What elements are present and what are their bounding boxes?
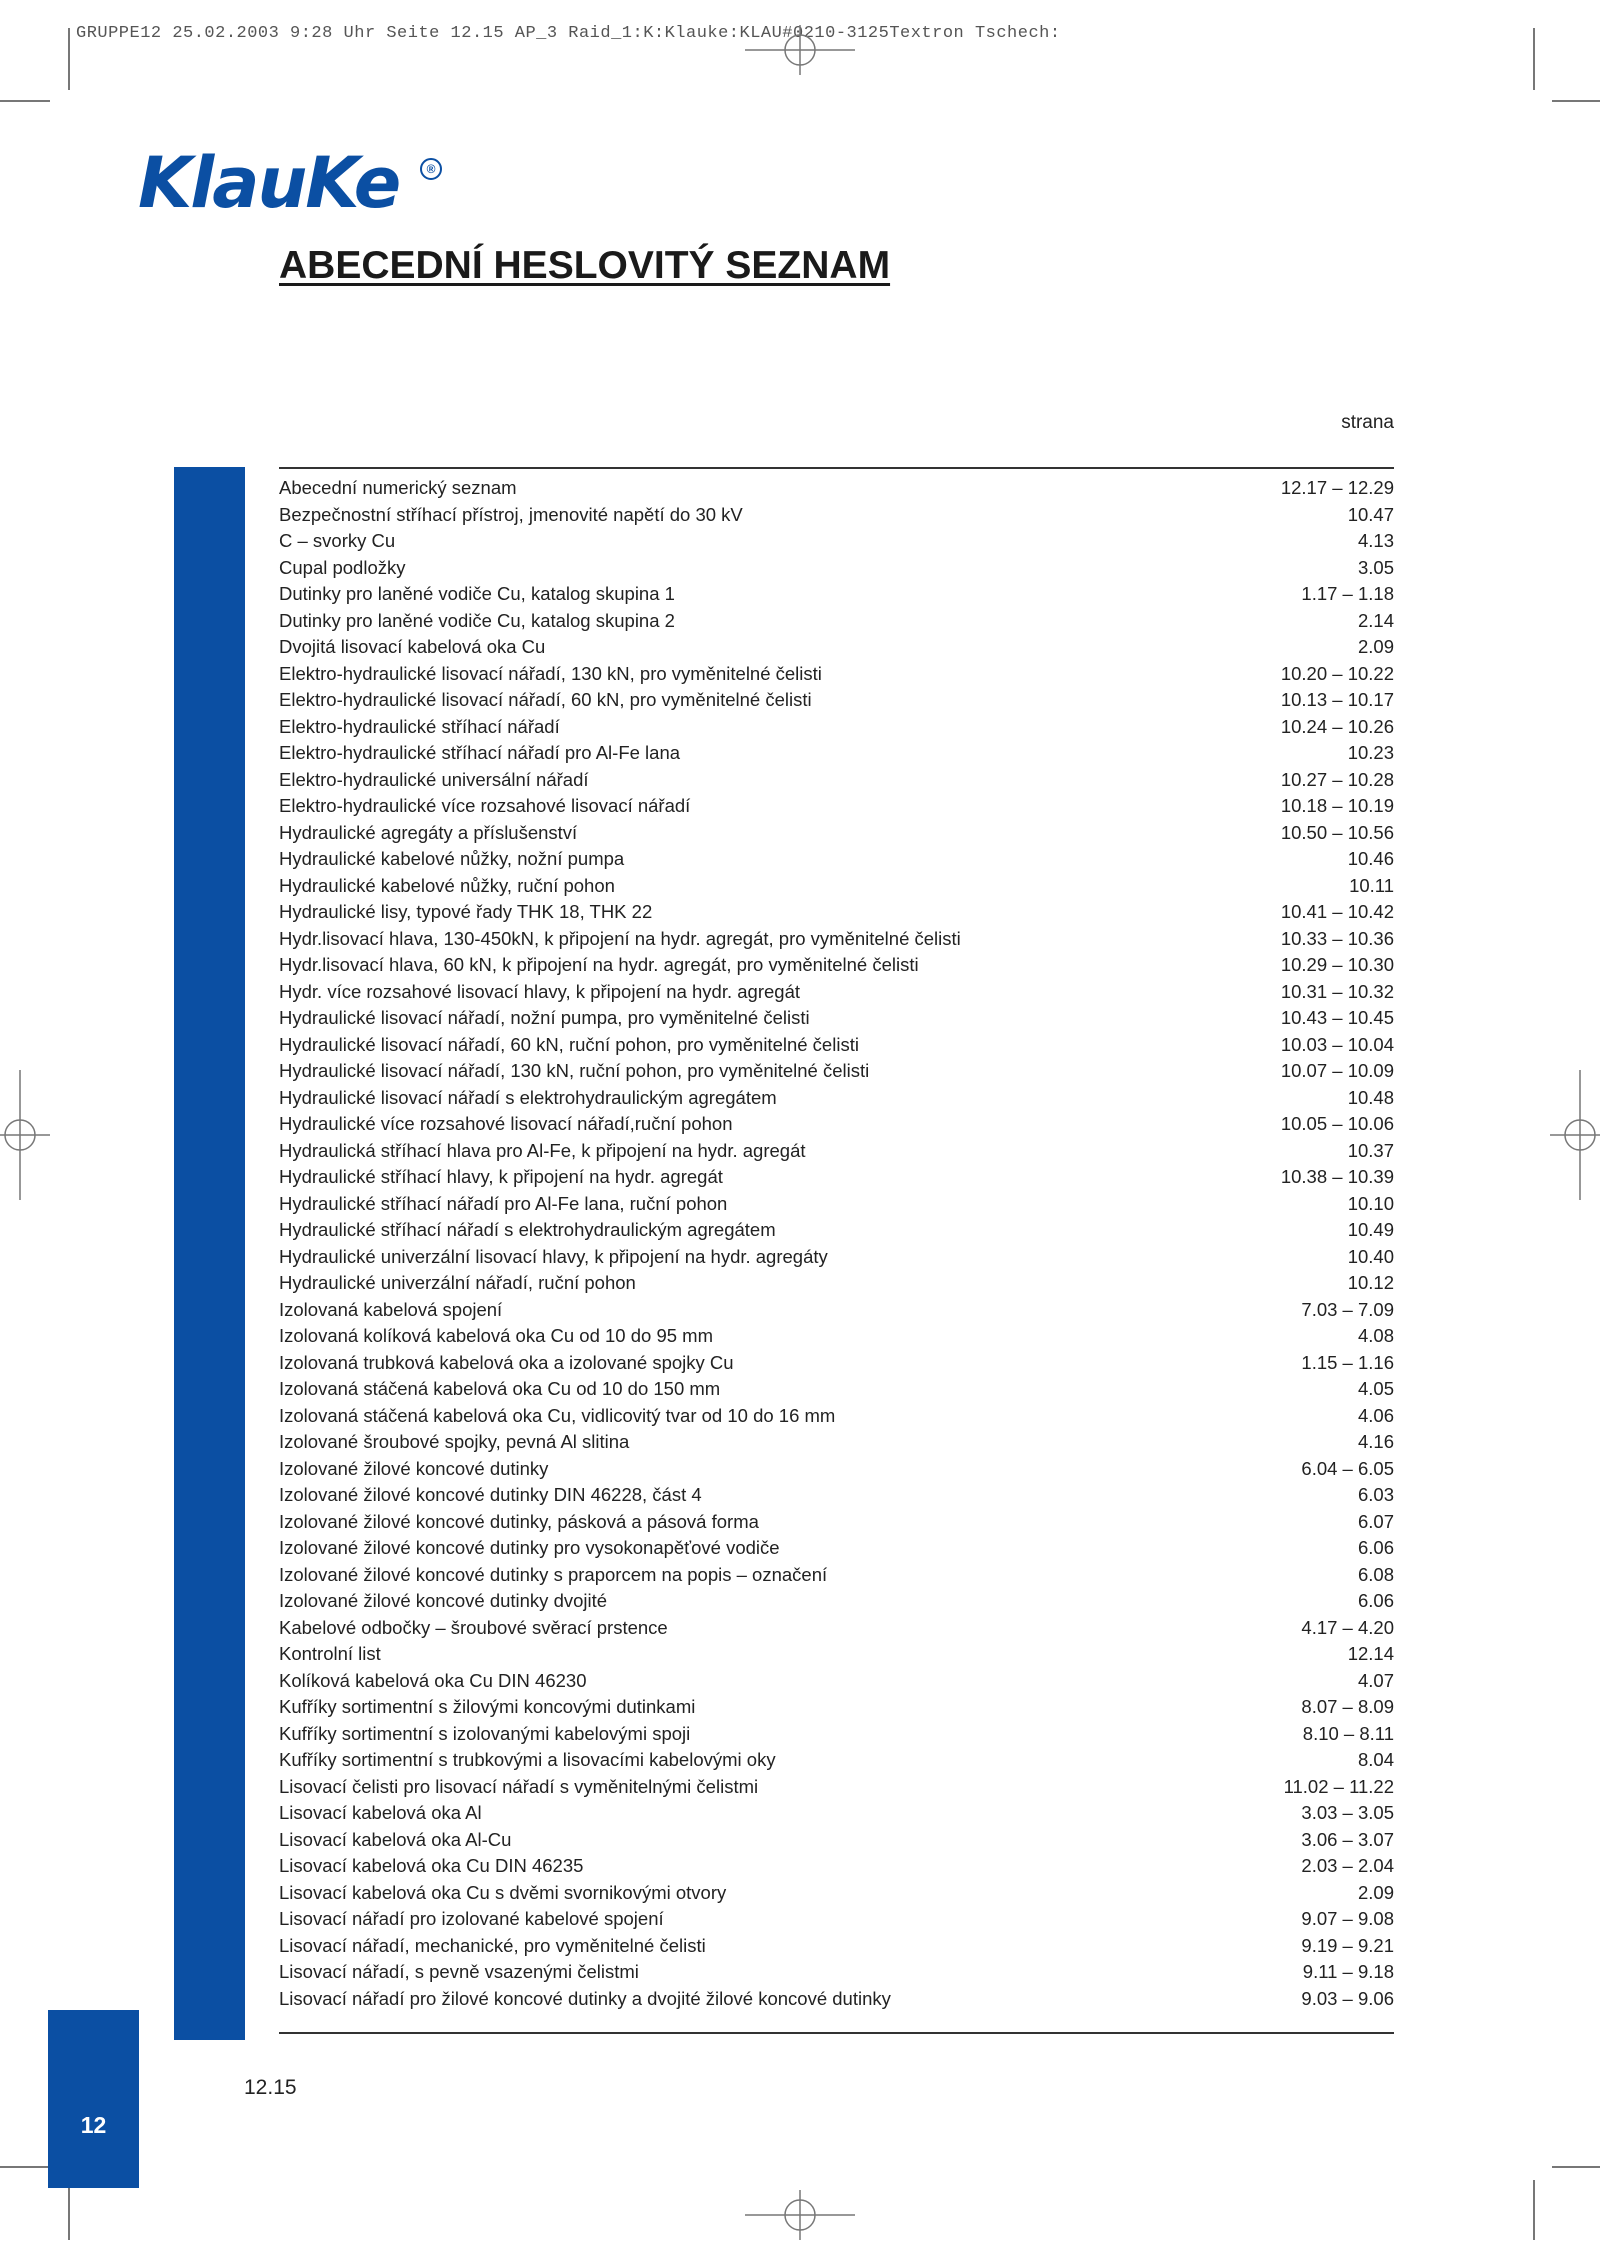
index-entry — [279, 1431, 1394, 1458]
index-entry — [279, 1723, 1394, 1750]
index-entry — [279, 1617, 1394, 1644]
crop-mark — [68, 2180, 70, 2240]
registration-mark-icon — [745, 2190, 855, 2240]
index-entry — [279, 716, 1394, 743]
index-entry-label: Kontrolní list — [279, 1643, 381, 1664]
index-entry-label: Hydraulická stříhací hlava pro Al-Fe, k připojení na hydr. agregát — [279, 1139, 806, 1161]
index-entry — [279, 1855, 1394, 1882]
index-entry — [279, 1749, 1394, 1776]
index-entry-page: 1.15 – 1.16 — [1301, 1351, 1394, 1373]
index-entry-label: Izolované žilové koncové dutinky dvojité — [279, 1590, 608, 1611]
index-entry-label: Elektro-hydraulické universální nářadí — [279, 768, 589, 790]
index-entry — [279, 901, 1394, 928]
index-entry-label: C – svorky Cu — [279, 530, 396, 551]
index-entry-label: Izolované šroubové spojky, pevná Al slitina — [279, 1431, 630, 1452]
index-entry — [279, 1166, 1394, 1193]
index-entry-label: Lisovací čelisti pro lisovací nářadí s vyměnitelnými čelistmi — [279, 1775, 759, 1797]
index-entry-page: 10.40 — [1347, 1245, 1394, 1267]
index-entry-page: 10.50 – 10.56 — [1280, 821, 1394, 843]
index-entry-label: Hydr.lisovací hlava, 130-450kN, k připojení na hydr. agregát, pro vyměnitelné čelisti — [279, 927, 961, 949]
index-entry-label: Hydr. více rozsahové lisovací hlavy, k připojení na hydr. agregát — [279, 980, 801, 1002]
index-entry-page: 9.11 – 9.18 — [1302, 1961, 1394, 1982]
index-entry-page: 12.14 — [1347, 1643, 1394, 1664]
index-entry-page: 9.19 – 9.21 — [1301, 1934, 1394, 1956]
index-entry-label: Lisovací nářadí, s pevně vsazenými čelistmi — [279, 1961, 639, 1982]
index-entry-page: 6.08 — [1357, 1563, 1394, 1585]
index-entry-page: 8.07 – 8.09 — [1301, 1696, 1394, 1717]
index-entry — [279, 1034, 1394, 1061]
index-entry — [279, 1325, 1394, 1352]
section-code: 12.15 — [244, 2076, 297, 2099]
index-entry — [279, 1219, 1394, 1246]
index-entry-label: Hydraulické univerzální nářadí, ruční pohon — [279, 1272, 636, 1293]
index-entry — [279, 1643, 1394, 1670]
index-entry-label: Kufříky sortimentní s žilovými koncovými dutinkami — [279, 1696, 696, 1717]
index-entry-page: 10.46 — [1347, 848, 1394, 869]
print-slug: GRUPPE12 25.02.2003 9:28 Uhr Seite 12.15 AP_3 Raid_1:K:Klauke:KLAU#0210-3125Textron Tschech: — [76, 24, 1061, 43]
index-entry-page: 10.24 – 10.26 — [1280, 715, 1394, 737]
index-entry — [279, 1378, 1394, 1405]
index-entry — [279, 636, 1394, 663]
index-entry-page: 4.17 – 4.20 — [1301, 1616, 1394, 1638]
index-entry — [279, 530, 1394, 557]
index-entry — [279, 1882, 1394, 1909]
index-entry-page: 10.18 – 10.19 — [1280, 795, 1394, 816]
index-entry-page: 9.07 – 9.08 — [1301, 1908, 1394, 1929]
index-entry-label: Hydraulické více rozsahové lisovací nářadí,ruční pohon — [279, 1113, 733, 1134]
index-entry-page: 4.08 — [1357, 1325, 1394, 1346]
index-entry-page: 10.38 – 10.39 — [1280, 1166, 1394, 1187]
index-entry-page: 11.02 – 11.22 — [1283, 1775, 1394, 1797]
index-entry-label: Izolované žilové koncové dutinky s praporcem na popis – označení — [279, 1563, 828, 1585]
index-entry — [279, 1087, 1394, 1114]
index-entry-page: 4.16 — [1357, 1431, 1394, 1452]
index-entry-label: Dutinky pro laněné vodiče Cu, katalog skupina 1 — [279, 583, 675, 604]
index-entry-page: 10.47 — [1347, 503, 1394, 525]
index-entry — [279, 1272, 1394, 1299]
index-entry-page: 6.06 — [1357, 1537, 1394, 1558]
crop-mark — [1552, 100, 1600, 102]
index-entry-page: 2.09 — [1357, 1881, 1394, 1903]
index-entry-label: Hydraulické lisovací nářadí, 130 kN, ruční pohon, pro vyměnitelné čelisti — [279, 1060, 870, 1081]
index-entry — [279, 1299, 1394, 1326]
registration-mark-icon — [1550, 1070, 1600, 1200]
crop-mark — [0, 2166, 50, 2168]
crop-mark — [1533, 2180, 1535, 2240]
index-entry — [279, 1405, 1394, 1432]
index-entry — [279, 504, 1394, 531]
index-entry-label: Izolovaná trubková kabelová oka a izolované spojky Cu — [279, 1351, 734, 1373]
index-entry — [279, 583, 1394, 610]
index-entry-label: Izolovaná stáčená kabelová oka Cu od 10 do 150 mm — [279, 1378, 721, 1399]
index-entry-label: Cupal podložky — [279, 556, 406, 578]
index-entry-label: Dutinky pro laněné vodiče Cu, katalog skupina 2 — [279, 609, 675, 631]
index-entry-label: Lisovací kabelová oka Al — [279, 1802, 482, 1823]
registered-mark-icon: ® — [420, 158, 442, 180]
index-entry — [279, 1193, 1394, 1220]
index-entry — [279, 954, 1394, 981]
index-entry-label: Hydraulické lisovací nářadí s elektrohydraulickým agregátem — [279, 1086, 777, 1108]
index-entry-label: Elektro-hydraulické lisovací nářadí, 60 kN, pro vyměnitelné čelisti — [279, 689, 812, 710]
index-entry — [279, 1590, 1394, 1617]
index-entry-page: 10.31 – 10.32 — [1280, 980, 1394, 1002]
index-entry-label: Kufříky sortimentní s trubkovými a lisovacími kabelovými oky — [279, 1749, 776, 1770]
crop-mark — [1533, 28, 1535, 90]
index-entry-page: 1.17 – 1.18 — [1301, 583, 1394, 604]
index-entry — [279, 1829, 1394, 1856]
index-entry-label: Kabelové odbočky – šroubové svěrací prstence — [279, 1616, 668, 1638]
index-entry-page: 10.10 — [1347, 1192, 1394, 1214]
index-entry-label: Hydraulické lisovací nářadí, nožní pumpa, pro vyměnitelné čelisti — [279, 1007, 810, 1028]
index-entry — [279, 1484, 1394, 1511]
index-entry-page: 3.06 – 3.07 — [1301, 1828, 1394, 1850]
index-entry — [279, 1140, 1394, 1167]
index-entry — [279, 1246, 1394, 1273]
index-entry-page: 10.11 — [1349, 874, 1394, 896]
index-entry-page: 3.05 — [1357, 556, 1394, 578]
klauke-logo: KlauKe — [138, 142, 400, 224]
index-entry-page: 9.03 – 9.06 — [1301, 1987, 1394, 2009]
index-entry-page: 10.29 – 10.30 — [1280, 954, 1394, 975]
page-title: ABECEDNÍ HESLOVITÝ SEZNAM — [279, 244, 891, 287]
index-entry-label: Kufříky sortimentní s izolovanými kabelovými spoji — [279, 1722, 691, 1744]
crop-mark — [0, 100, 50, 102]
index-entry-page: 10.49 — [1347, 1219, 1394, 1240]
index-entry — [279, 875, 1394, 902]
index-entry-page: 10.13 – 10.17 — [1280, 689, 1394, 710]
index-entry-label: Izolované žilové koncové dutinky, pásková a pásová forma — [279, 1510, 759, 1532]
index-entry — [279, 689, 1394, 716]
index-entry-page: 6.06 — [1357, 1590, 1394, 1611]
index-entry — [279, 1564, 1394, 1591]
index-entry — [279, 557, 1394, 584]
index-entry-label: Lisovací nářadí pro izolované kabelové spojení — [279, 1908, 664, 1929]
index-entry — [279, 610, 1394, 637]
index-entry-label: Elektro-hydraulické více rozsahové lisovací nářadí — [279, 795, 691, 816]
index-entry-page: 10.20 – 10.22 — [1280, 662, 1394, 684]
index-entry-label: Dvojitá lisovací kabelová oka Cu — [279, 636, 546, 657]
index-entry-page: 4.06 — [1357, 1404, 1394, 1426]
index-entry — [279, 1537, 1394, 1564]
index-entry-page: 10.37 — [1347, 1139, 1394, 1161]
index-entry-label: Izolovaná kabelová spojení — [279, 1298, 503, 1320]
index-entry-label: Hydraulické stříhací nářadí s elektrohydraulickým agregátem — [279, 1219, 776, 1240]
index-list — [279, 477, 1394, 2014]
registration-mark-icon — [745, 25, 855, 75]
index-entry — [279, 769, 1394, 796]
index-entry-label: Izolovaná stáčená kabelová oka Cu, vidlicovitý tvar od 10 do 16 mm — [279, 1404, 836, 1426]
index-entry-label: Hydraulické agregáty a příslušenství — [279, 821, 578, 843]
index-entry-page: 10.03 – 10.04 — [1280, 1033, 1394, 1055]
page-column-header: strana — [1341, 412, 1394, 433]
index-entry-label: Elektro-hydraulické lisovací nářadí, 130 kN, pro vyměnitelné čelisti — [279, 662, 822, 684]
index-entry-label: Lisovací kabelová oka Cu DIN 46235 — [279, 1855, 584, 1876]
index-entry-label: Hydraulické kabelové nůžky, nožní pumpa — [279, 848, 625, 869]
index-entry-page: 2.03 – 2.04 — [1301, 1855, 1394, 1876]
index-entry-label: Lisovací nářadí, mechanické, pro vyměnitelné čelisti — [279, 1934, 706, 1956]
index-entry-label: Lisovací nářadí pro žilové koncové dutinky a dvojité žilové koncové dutinky — [279, 1987, 891, 2009]
index-entry — [279, 1458, 1394, 1485]
index-entry — [279, 663, 1394, 690]
registration-mark-icon — [0, 1070, 50, 1200]
index-entry-label: Hydr.lisovací hlava, 60 kN, k připojení na hydr. agregát, pro vyměnitelné čelisti — [279, 954, 919, 975]
index-entry-label: Izolované žilové koncové dutinky pro vysokonapěťové vodiče — [279, 1537, 780, 1558]
index-entry-page: 6.03 — [1357, 1484, 1394, 1505]
index-entry-label: Hydraulické kabelové nůžky, ruční pohon — [279, 874, 615, 896]
index-entry-label: Abecední numerický seznam — [279, 477, 517, 498]
top-rule — [279, 467, 1394, 469]
index-entry-label: Elektro-hydraulické stříhací nářadí — [279, 715, 560, 737]
index-entry — [279, 981, 1394, 1008]
index-entry-label: Lisovací kabelová oka Cu s dvěmi svornikovými otvory — [279, 1881, 727, 1903]
index-entry-label: Lisovací kabelová oka Al-Cu — [279, 1828, 512, 1850]
index-entry-label: Hydraulické lisovací nářadí, 60 kN, ruční pohon, pro vyměnitelné čelisti — [279, 1033, 859, 1055]
index-entry — [279, 1113, 1394, 1140]
index-entry — [279, 1060, 1394, 1087]
index-entry-page: 10.48 — [1347, 1086, 1394, 1108]
index-entry — [279, 1802, 1394, 1829]
page-number-tab — [48, 2010, 139, 2188]
index-entry-label: Izolovaná kolíková kabelová oka Cu od 10 do 95 mm — [279, 1325, 713, 1346]
index-entry-page: 4.07 — [1357, 1669, 1394, 1691]
index-entry-page: 3.03 – 3.05 — [1301, 1802, 1394, 1823]
index-entry — [279, 1935, 1394, 1962]
crop-mark — [68, 28, 70, 90]
index-entry — [279, 1670, 1394, 1697]
index-entry-label: Hydraulické univerzální lisovací hlavy, k připojení na hydr. agregáty — [279, 1245, 828, 1267]
index-entry-page: 4.05 — [1357, 1378, 1394, 1399]
index-entry — [279, 1696, 1394, 1723]
index-entry-page: 2.14 — [1357, 609, 1394, 631]
index-entry-label: Kolíková kabelová oka Cu DIN 46230 — [279, 1669, 587, 1691]
index-entry — [279, 1776, 1394, 1803]
index-entry-label: Hydraulické stříhací hlavy, k připojení na hydr. agregát — [279, 1166, 723, 1187]
index-entry — [279, 1007, 1394, 1034]
index-entry — [279, 742, 1394, 769]
page-number: 12 — [80, 2112, 107, 2138]
index-entry — [279, 1988, 1394, 2015]
index-entry-label: Bezpečnostní stříhací přístroj, jmenovité napětí do 30 kV — [279, 503, 743, 525]
crop-mark — [1552, 2166, 1600, 2168]
index-entry-label: Hydraulické stříhací nářadí pro Al-Fe lana, ruční pohon — [279, 1192, 728, 1214]
index-entry — [279, 822, 1394, 849]
index-entry-page: 6.04 – 6.05 — [1301, 1457, 1394, 1479]
index-entry-label: Izolované žilové koncové dutinky DIN 46228, část 4 — [279, 1484, 702, 1505]
index-entry-page: 10.23 — [1347, 742, 1394, 763]
index-entry — [279, 1961, 1394, 1988]
index-entry-label: Izolované žilové koncové dutinky — [279, 1457, 549, 1479]
bottom-rule — [279, 2032, 1394, 2034]
index-entry-page: 7.03 – 7.09 — [1301, 1298, 1394, 1320]
index-entry-label: Hydraulické lisy, typové řady THK 18, THK 22 — [279, 901, 653, 922]
index-entry-page: 2.09 — [1357, 636, 1394, 657]
index-entry — [279, 848, 1394, 875]
index-entry — [279, 795, 1394, 822]
index-entry-page: 8.04 — [1357, 1749, 1394, 1770]
index-entry-page: 10.07 – 10.09 — [1280, 1060, 1394, 1081]
index-entry-page: 12.17 – 12.29 — [1280, 477, 1394, 498]
index-entry-page: 10.41 – 10.42 — [1280, 901, 1394, 922]
index-entry — [279, 1352, 1394, 1379]
index-entry-page: 4.13 — [1357, 530, 1394, 551]
index-entry-page: 6.07 — [1357, 1510, 1394, 1532]
index-entry — [279, 1908, 1394, 1935]
index-entry — [279, 1511, 1394, 1538]
index-entry — [279, 477, 1394, 504]
index-entry-page: 10.12 — [1347, 1272, 1394, 1293]
index-entry — [279, 928, 1394, 955]
index-entry-label: Elektro-hydraulické stříhací nářadí pro Al-Fe lana — [279, 742, 681, 763]
blue-side-bar — [174, 467, 245, 2040]
index-entry-page: 8.10 – 8.11 — [1302, 1722, 1394, 1744]
index-entry-page: 10.27 – 10.28 — [1280, 768, 1394, 790]
index-entry-page: 10.43 – 10.45 — [1280, 1007, 1394, 1028]
index-entry-page: 10.05 – 10.06 — [1280, 1113, 1394, 1134]
index-entry-page: 10.33 – 10.36 — [1280, 927, 1394, 949]
